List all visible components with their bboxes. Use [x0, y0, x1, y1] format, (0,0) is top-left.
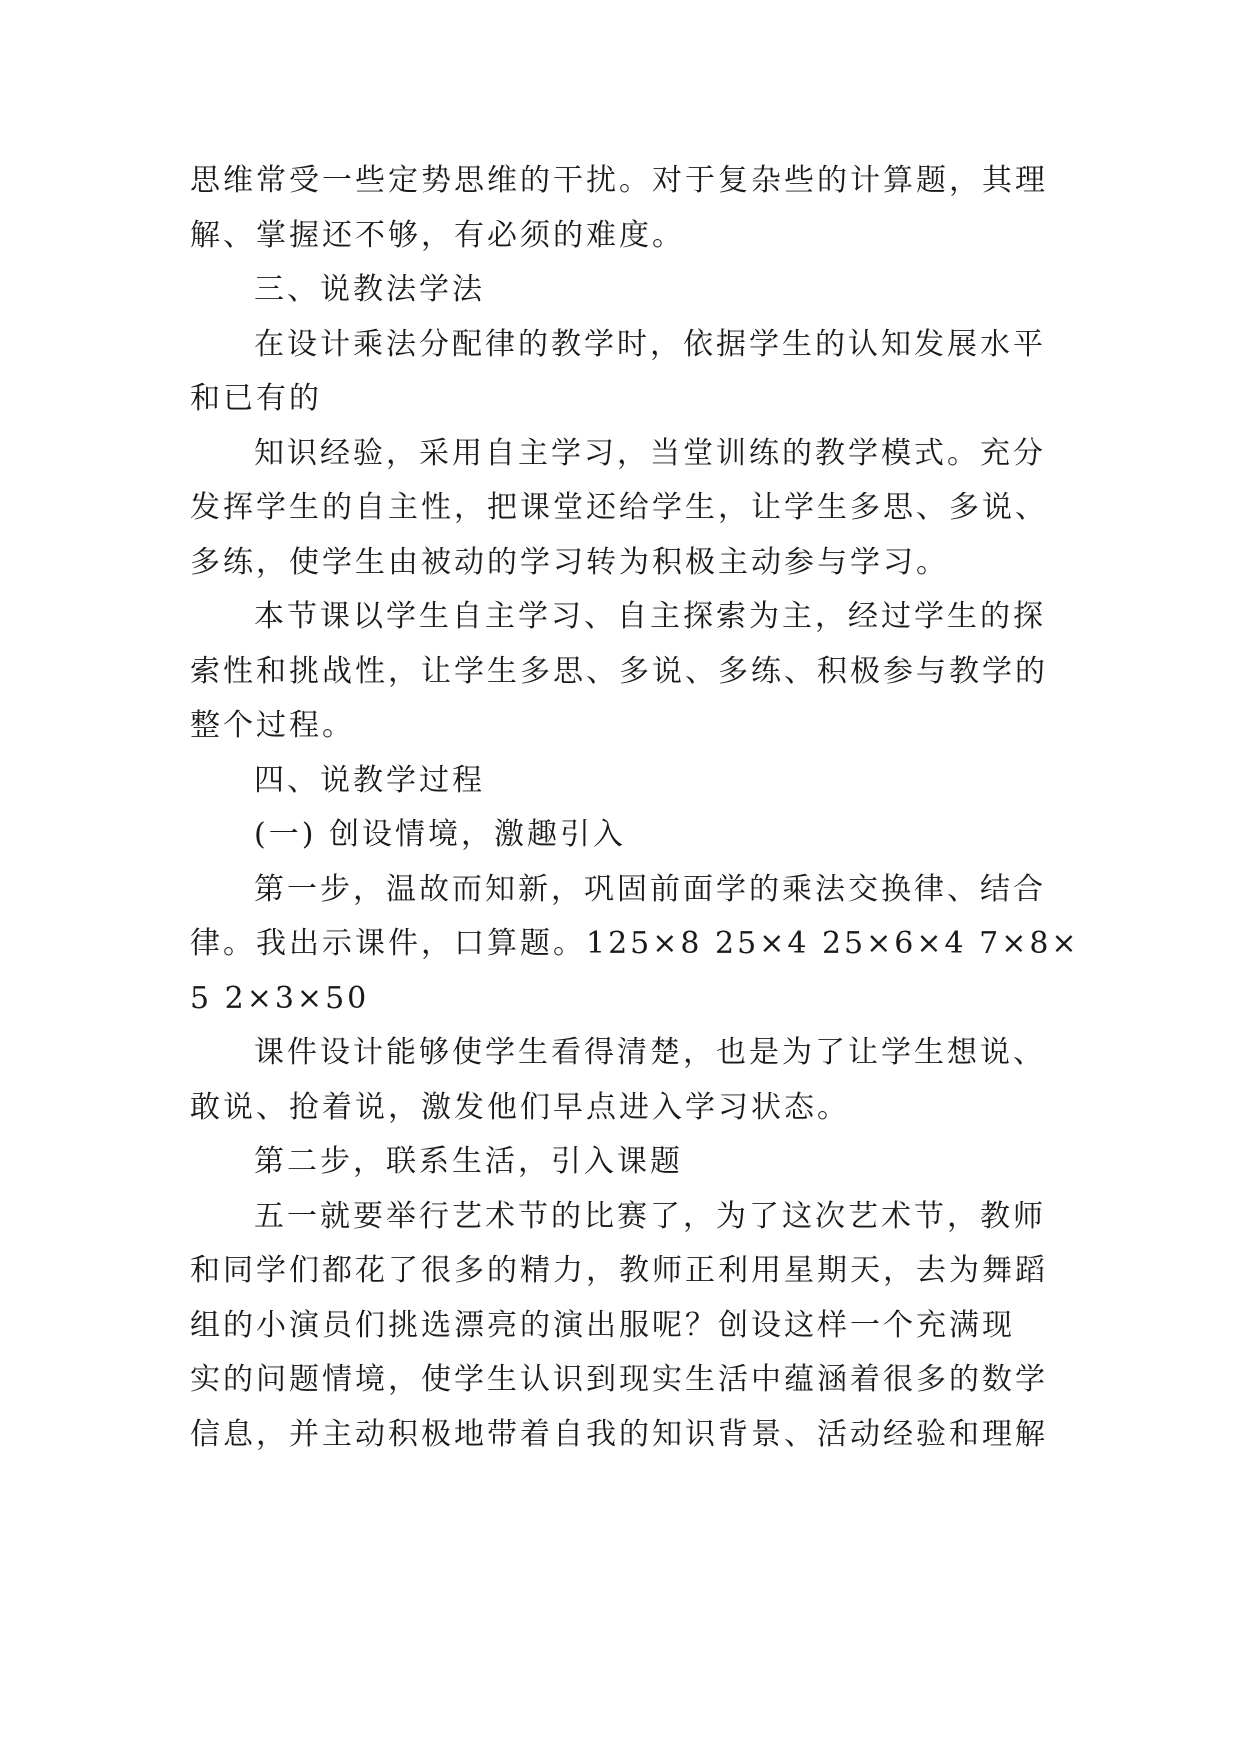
text-line: 思维常受一些定势思维的干扰。对于复杂些的计算题，其理: [190, 163, 1048, 198]
subsection-heading: (一) 创设情境，激趣引入: [254, 817, 626, 852]
text-line: 5 2×3×50: [190, 980, 370, 1016]
text-line: 和已有的: [190, 381, 322, 416]
text-line: 解、掌握还不够，有必须的难度。: [190, 217, 685, 253]
text-line: 第一步，温故而知新，巩固前面学的乘法交换律、结合: [254, 871, 1046, 907]
text-line: 多练，使学生由被动的学习转为积极主动参与学习。: [190, 544, 949, 580]
text-line: 敢说、抢着说，激发他们早点进入学习状态。: [190, 1089, 850, 1125]
text-line: 第二步，联系生活，引入课题: [254, 1144, 683, 1179]
text-line: 本节课以学生自主学习、自主探索为主，经过学生的探: [254, 599, 1046, 634]
text-line: 五一就要举行艺术节的比赛了，为了这次艺术节，教师: [254, 1198, 1046, 1234]
text-line: 知识经验，采用自主学习，当堂训练的教学模式。充分: [254, 435, 1046, 471]
text-line: 律。我出示课件，口算题。125×8 25×4 25×6×4 7×8×: [190, 926, 1080, 961]
text-line: 课件设计能够使学生看得清楚，也是为了让学生想说、: [254, 1035, 1046, 1070]
text-line: 在设计乘法分配律的教学时，依据学生的认知发展水平: [254, 326, 1046, 362]
text-line: 实的问题情境，使学生认识到现实生活中蕴涵着很多的数学: [190, 1362, 1048, 1397]
section-heading: 四、说教学过程: [254, 762, 485, 798]
document-body: [190, 154, 1080, 1462]
text-line: 和同学们都花了很多的精力，教师正利用星期天，去为舞蹈: [190, 1253, 1048, 1288]
text-line: 发挥学生的自主性，把课堂还给学生，让学生多思、多说、: [190, 490, 1048, 525]
text-line: 组的小演员们挑选漂亮的演出服呢？创设这样一个充满现: [190, 1307, 1015, 1343]
text-line: 索性和挑战性，让学生多思、多说、多练、积极参与教学的: [190, 653, 1048, 689]
text-line: 整个过程。: [190, 708, 355, 743]
section-heading: 三、说教法学法: [254, 272, 485, 307]
text-line: 信息，并主动积极地带着自我的知识背景、活动经验和理解: [190, 1416, 1048, 1452]
